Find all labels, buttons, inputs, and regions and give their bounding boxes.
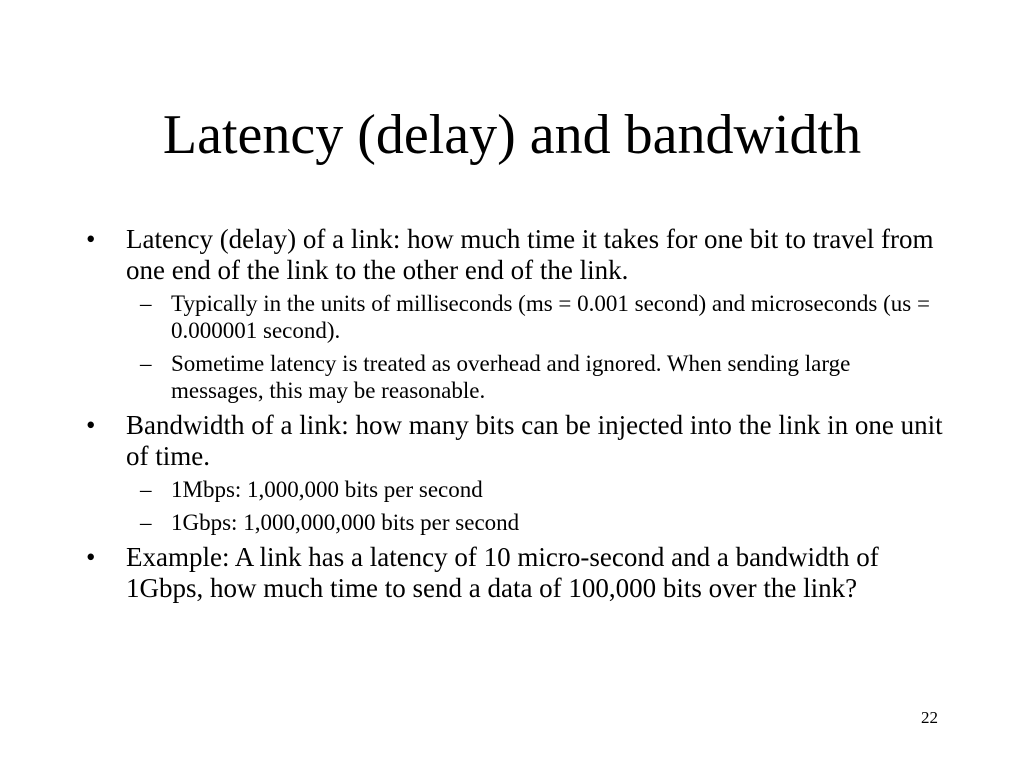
bullet-item-bandwidth — [86, 410, 946, 536]
bullet-dot-icon: • — [86, 542, 96, 572]
bullet-item-example — [86, 542, 946, 604]
sub-item — [126, 476, 946, 503]
bullet-item-latency — [86, 224, 946, 404]
bullet-text: Bandwidth of a link: how many bits can be injected into the link in one unit of time. — [126, 410, 943, 471]
dash-icon: – — [140, 477, 152, 502]
sub-text: 1Gbps: 1,000,000,000 bits per second — [171, 510, 520, 535]
bullet-dot-icon: • — [86, 224, 96, 254]
sub-item — [126, 350, 946, 404]
dash-icon: – — [140, 351, 152, 376]
sub-text: 1Mbps: 1,000,000 bits per second — [171, 477, 483, 502]
sub-item — [126, 509, 946, 536]
bullet-text: Latency (delay) of a link: how much time it takes for one bit to travel from one end of the link to the other end of the link. — [126, 224, 934, 285]
sub-item — [126, 290, 946, 344]
dash-icon: – — [140, 510, 152, 535]
bullet-list — [86, 224, 946, 607]
bullet-dot-icon: • — [86, 410, 96, 440]
sub-list — [126, 290, 946, 404]
page-number: 22 — [921, 708, 938, 727]
bullet-text: Example: A link has a latency of 10 micro-second and a bandwidth of 1Gbps, how much time to send a data of 100,000 bits over the link? — [126, 542, 879, 603]
dash-icon: – — [140, 291, 152, 316]
sub-text: Sometime latency is treated as overhead and ignored. When sending large messages, this may be reasonable. — [171, 351, 851, 403]
sub-text: Typically in the units of milliseconds (ms = 0.001 second) and microseconds (us = 0.000001 second). — [171, 291, 930, 343]
slide-title: Latency (delay) and bandwidth — [162, 104, 862, 166]
sub-list — [126, 476, 946, 536]
